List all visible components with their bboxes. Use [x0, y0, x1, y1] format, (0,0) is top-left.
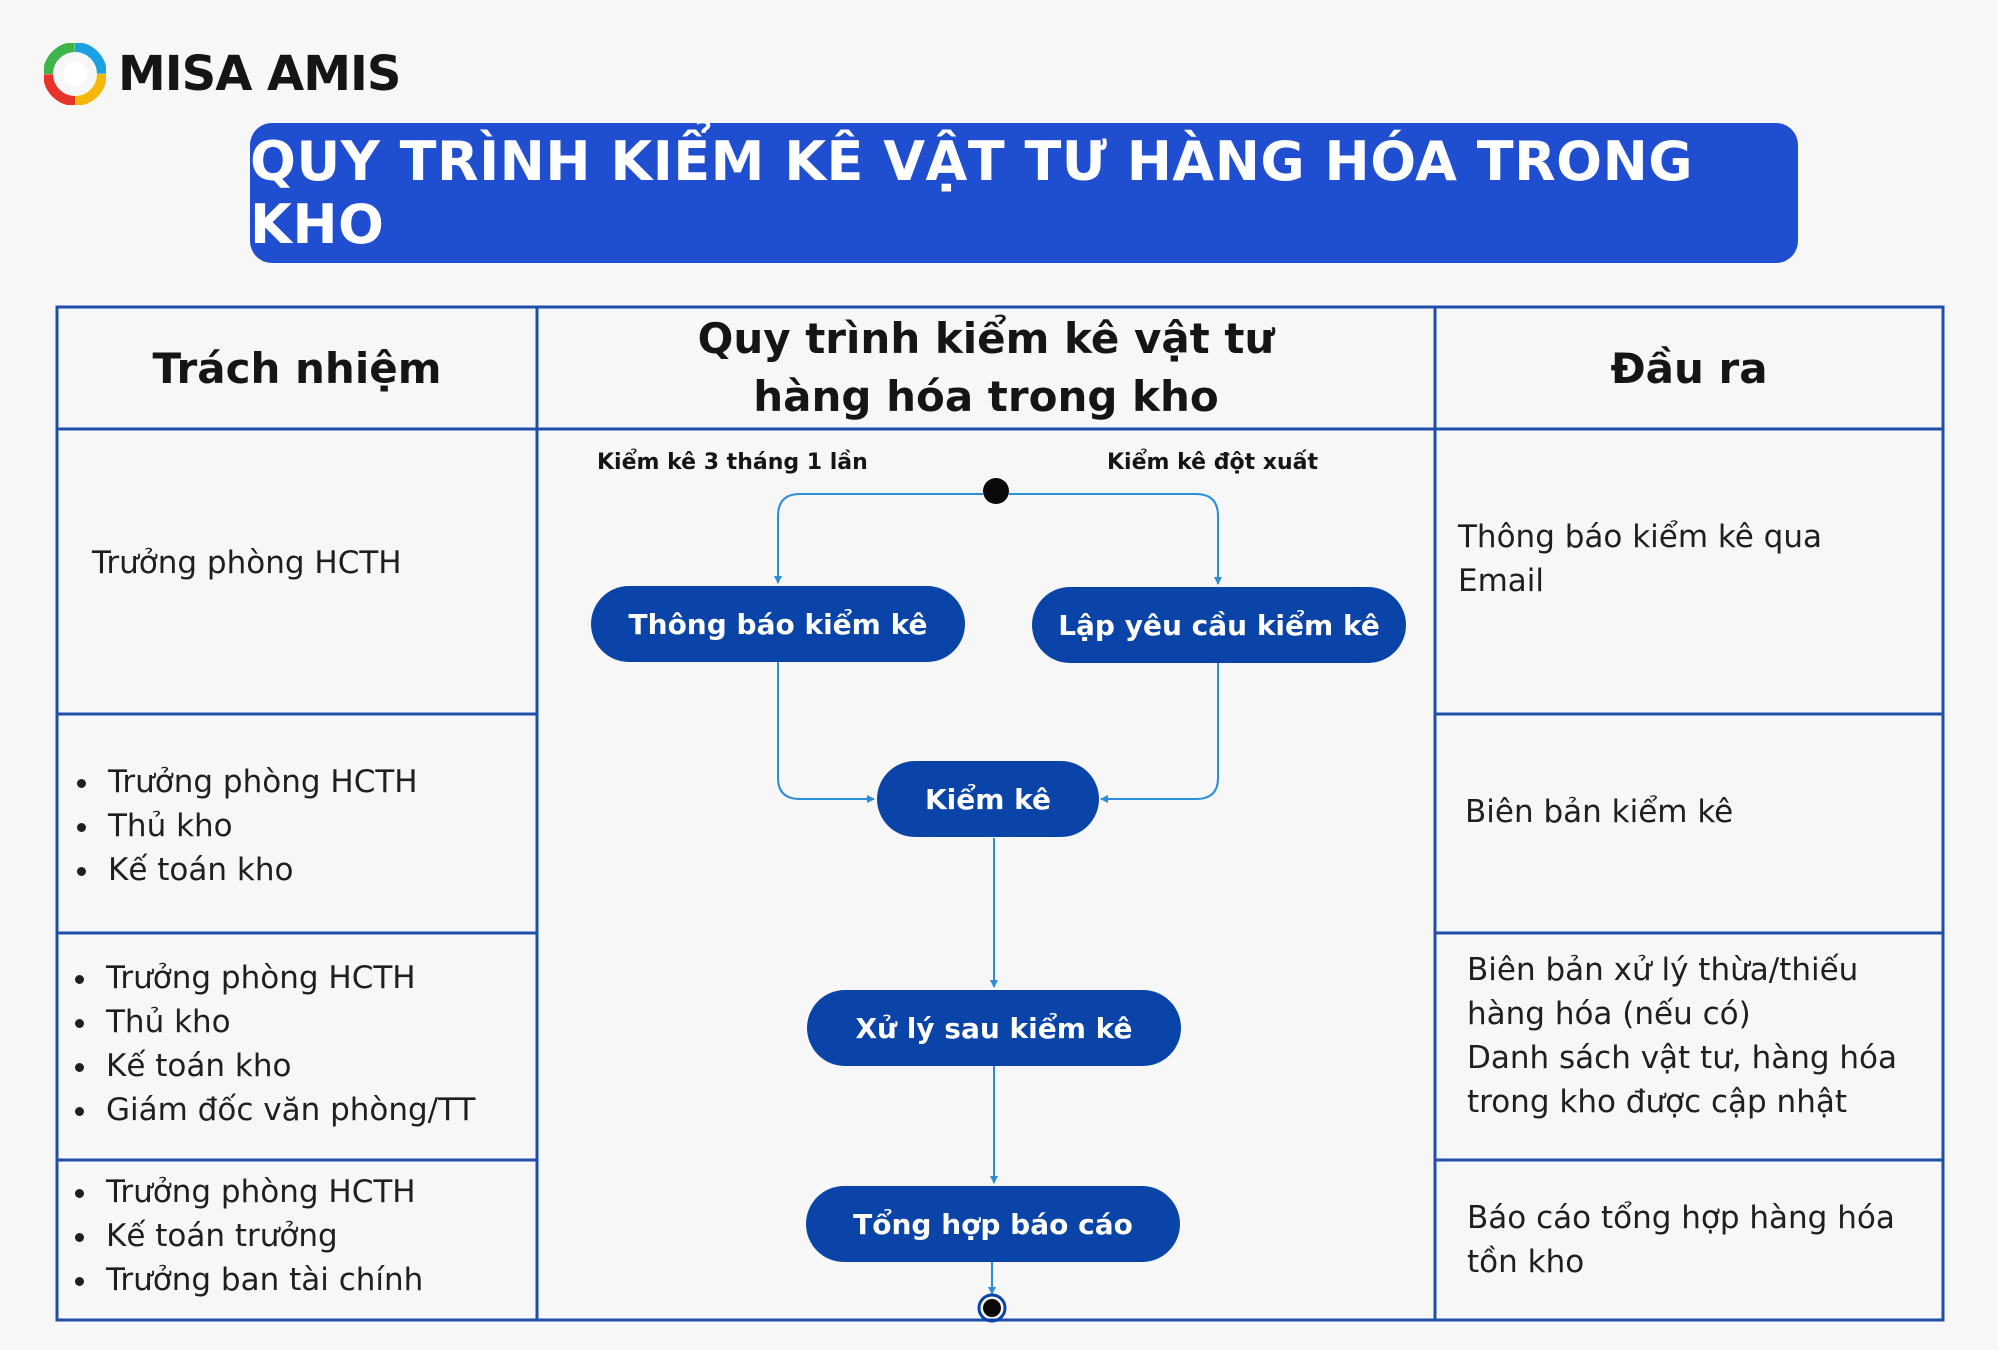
branch-label-periodic: Kiểm kê 3 tháng 1 lần — [597, 450, 868, 475]
output-row-3 — [1467, 948, 1929, 1124]
header-process-line-1: Quy trình kiểm kê vật tư — [697, 314, 1275, 363]
list-item: • Kế toán kho — [102, 848, 418, 892]
connector-start-to-notify — [778, 494, 983, 583]
connector-start-to-request — [1009, 494, 1218, 584]
responsibility-row-1-text: Trưởng phòng HCTH — [92, 545, 402, 581]
list-item: • Trưởng ban tài chính — [100, 1258, 423, 1302]
header-output — [1436, 308, 1942, 428]
node-inventory-count: Kiểm kê — [877, 761, 1099, 837]
header-responsibility-label: Trách nhiệm — [152, 343, 442, 393]
responsibility-row-3 — [70, 956, 475, 1132]
output-row-2 — [1465, 790, 1915, 834]
start-node — [983, 478, 1009, 504]
connector-request-to-count — [1101, 663, 1218, 799]
branch-label-adhoc: Kiểm kê đột xuất — [1107, 450, 1318, 475]
header-process — [538, 308, 1434, 428]
node-post-count-handling: Xử lý sau kiểm kê — [807, 990, 1181, 1066]
responsibility-row-2 — [72, 760, 418, 892]
list-item: • Trưởng phòng HCTH — [100, 956, 475, 1000]
output-row-3-line-1: Biên bản xử lý thừa/thiếu hàng hóa (nếu có) — [1467, 952, 1859, 1032]
list-item: • Kế toán trưởng — [100, 1214, 423, 1258]
output-row-1 — [1458, 515, 1908, 603]
list-item: • Giám đốc văn phòng/TT — [100, 1088, 475, 1132]
node-notify-inventory: Thông báo kiểm kê — [591, 586, 965, 662]
header-output-label: Đầu ra — [1610, 343, 1768, 393]
page-title: QUY TRÌNH KIỂM KÊ VẬT TƯ HÀNG HÓA TRONG KHO — [250, 130, 1694, 256]
connector-notify-to-count — [778, 662, 874, 799]
brand-name: MISA AMIS — [118, 46, 401, 102]
output-row-2-text: Biên bản kiểm kê — [1465, 794, 1734, 830]
output-row-1-text: Thông báo kiểm kê qua Email — [1458, 519, 1823, 599]
node-create-request: Lập yêu cầu kiểm kê — [1032, 587, 1406, 663]
output-row-4 — [1467, 1196, 1897, 1284]
header-process-line-2: hàng hóa trong kho — [753, 372, 1219, 421]
responsibility-row-4 — [70, 1170, 423, 1302]
responsibility-row-1 — [92, 541, 402, 585]
list-item: • Kế toán kho — [100, 1044, 475, 1088]
end-node — [983, 1299, 1001, 1317]
list-item: • Trưởng phòng HCTH — [100, 1170, 423, 1214]
list-item: • Trưởng phòng HCTH — [102, 760, 418, 804]
output-row-3-line-2: Danh sách vật tư, hàng hóa trong kho được cập nhật — [1467, 1040, 1898, 1120]
output-row-4-text: Báo cáo tổng hợp hàng hóa tồn kho — [1467, 1200, 1895, 1280]
node-summary-report: Tổng hợp báo cáo — [806, 1186, 1180, 1262]
list-item: • Thủ kho — [100, 1000, 475, 1044]
header-responsibility — [58, 308, 536, 428]
list-item: • Thủ kho — [102, 804, 418, 848]
